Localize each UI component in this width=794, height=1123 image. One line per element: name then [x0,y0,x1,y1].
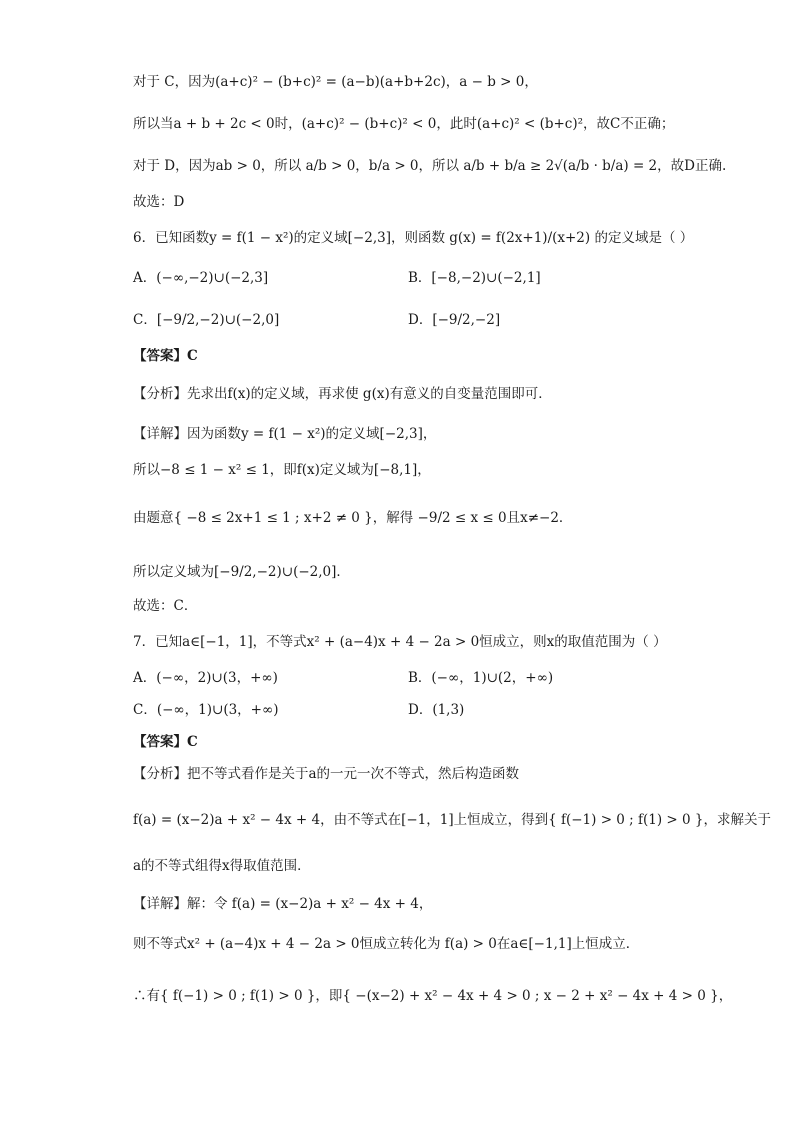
q6-choice: 故选：C． [133,598,198,614]
q7-analysis-1: 【分析】把不等式看作是关于a的一元一次不等式，然后构造函数 [133,766,520,782]
q6-solution-2: 所以−8 ≤ 1 − x² ≤ 1，即f(x)定义域为[−8,1]， [133,462,431,478]
q6-analysis: 【分析】先求出f(x)的定义域，再求使 g(x)有意义的自变量范围即可． [133,386,552,402]
text-line-3: 对于 D，因为ab > 0，所以 a/b > 0，b/a > 0，所以 a/b + b/a ≥ 2√(a/b · b/a) = 2，故D正确. [133,158,727,174]
q7-solution-1: 【详解】解：令 f(a) = (x−2)a + x² − 4x + 4， [133,896,433,912]
q7-solution-3: ∴有{ f(−1) > 0 ; f(1) > 0 }，即{ −(x−2) + x² − 4x + 4 > 0 ; x − 2 + x² − 4x + 4 > 0 }， [133,988,733,1004]
q7-analysis-2: f(a) = (x−2)a + x² − 4x + 4，由不等式在[−1，1]上恒成立，得到{ f(−1) > 0 ; f(1) > 0 }，求解关于 [133,812,771,828]
q6-option-c: C．[−9/2,−2)∪(−2,0] [133,312,280,328]
q6-option-b: B．[−8,−2)∪(−2,1] [408,270,541,286]
q6-option-d: D．[−9/2,−2] [408,312,501,328]
text-line-1: 对于 C，因为(a+c)² − (b+c)² = (a−b)(a+b+2c)，a − b > 0， [133,74,538,90]
text-line-2: 所以当a + b + 2c < 0时，(a+c)² − (b+c)² < 0，此时(a+c)² < (b+c)²，故C不正确； [133,116,675,132]
q7-analysis-3: a的不等式组得x得取值范围． [133,858,311,874]
text-line-4: 故选：D [133,194,185,210]
question-7-stem: 7．已知a∈[−1，1]，不等式x² + (a−4)x + 4 − 2a > 0恒成立，则x的取值范围为（ ） [133,634,667,650]
q7-solution-2: 则不等式x² + (a−4)x + 4 − 2a > 0恒成立转化为 f(a) > 0在a∈[−1,1]上恒成立． [133,936,640,952]
q7-option-b: B．(−∞，1)∪(2，+∞) [408,670,554,686]
question-6-stem: 6．已知函数y = f(1 − x²)的定义域[−2,3]，则函数 g(x) = f(2x+1)/(x+2) 的定义域是（ ） [133,230,694,246]
q7-option-c: C．(−∞，1)∪(3，+∞) [133,702,279,718]
q6-solution-1: 【详解】因为函数y = f(1 − x²)的定义域[−2,3]， [133,426,437,442]
q6-option-a: A．(−∞,−2)∪(−2,3] [133,270,269,286]
q6-answer: 【答案】C [133,348,198,364]
q7-option-d: D．(1,3) [408,702,465,718]
q7-answer: 【答案】C [133,734,198,750]
q6-solution-3: 由题意{ −8 ≤ 2x+1 ≤ 1 ; x+2 ≠ 0 }，解得 −9/2 ≤ x ≤ 0且x≠−2． [133,510,573,526]
q6-solution-4: 所以定义域为[−9/2,−2)∪(−2,0]． [133,564,350,580]
q7-option-a: A．(−∞，2)∪(3，+∞) [133,670,278,686]
